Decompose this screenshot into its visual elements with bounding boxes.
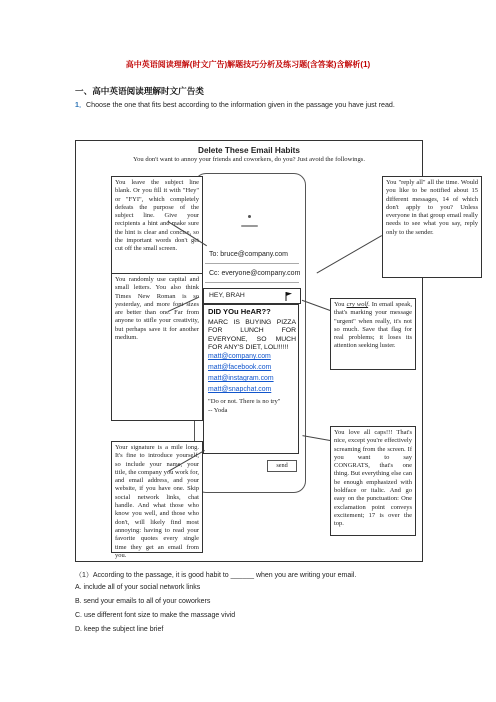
signature-quote-author: -- Yoda bbox=[208, 407, 228, 414]
signature-quote: "Do or not. There is no try" bbox=[208, 398, 281, 405]
cc-divider bbox=[205, 282, 299, 283]
figure-title: Delete These Email Habits bbox=[198, 146, 300, 155]
subject-field[interactable] bbox=[203, 288, 301, 304]
email-body[interactable] bbox=[203, 304, 299, 454]
question-text: Choose the one that fits best according to the information given in the passage you have just read. bbox=[86, 101, 395, 109]
flag-icon[interactable] bbox=[284, 291, 294, 301]
note-cry-wolf-emphasis: cry wolf bbox=[346, 301, 369, 308]
section-heading: 一、高中英语阅读理解时文广告类 bbox=[75, 86, 204, 96]
q1-option-c[interactable]: C. use different font size to make the massage vivid bbox=[75, 612, 236, 619]
q1-prompt: （1）According to the passage, it is good habit to ______ when you are writing your email. bbox=[75, 572, 357, 579]
document-title: 高中英语阅读理解(时文广告)解题技巧分析及练习题(含答案)含解析(1) bbox=[125, 60, 371, 69]
subject-text: HEY, BRAH bbox=[209, 292, 245, 299]
question-number: 1． bbox=[75, 101, 87, 109]
signature-link-instagram[interactable]: matt@instagram.com bbox=[208, 375, 274, 382]
pointer-flag bbox=[302, 300, 331, 311]
figure-subtitle: You don't want to annoy your friends and coworkers, do you? Just avoid the followings. bbox=[132, 156, 365, 163]
signature-link-company[interactable]: matt@company.com bbox=[208, 353, 271, 360]
send-button[interactable]: send bbox=[267, 460, 297, 472]
to-divider bbox=[205, 263, 299, 264]
phone-mockup bbox=[194, 173, 306, 493]
q1-option-b[interactable]: B. send your emails to all of your coworkers bbox=[75, 598, 211, 605]
body-heading: DID YOu HeAR?? bbox=[208, 307, 271, 316]
signature-link-facebook[interactable]: matt@facebook.com bbox=[208, 364, 272, 371]
note-reply-all: You "reply all" all the time. Would you like to be notified about 15 different messages, 14 of which don't apply to you? Unless everyone in that group email really needs to see what you say, reply only to the sender. bbox=[382, 176, 482, 278]
phone-camera bbox=[248, 215, 251, 218]
q1-option-a[interactable]: A. include all of your social network links bbox=[75, 584, 201, 591]
note-cry-wolf-prefix: You bbox=[334, 301, 347, 308]
body-message: MARC IS BUYING PIZZA FOR LUNCH FOR EVERYONE, SO MUCH FOR ANY'S DIET, LOL!!!!!! bbox=[208, 319, 296, 352]
note-cry-wolf bbox=[330, 298, 416, 370]
cc-field[interactable]: Cc: everyone@company.com bbox=[209, 270, 301, 277]
to-field[interactable]: To: bruce@company.com bbox=[209, 251, 288, 258]
q1-option-d[interactable]: D. keep the subject line brief bbox=[75, 626, 164, 633]
signature-link-snapchat[interactable]: matt@snapchat.com bbox=[208, 386, 272, 393]
email-habits-figure bbox=[75, 140, 478, 562]
note-all-caps: You love all caps!!! That's nice, except you're effectively screaming from the screen. If you want to say CONGRATS, that's one thing. But everything else can be enough emphasized with boldface or italic. And go easy on the punctuation: One exclamation point conveys excitement; 17 is over the top. bbox=[330, 426, 416, 536]
note-cry-wolf-rest: . In email speak, that's marking your message "urgent" when really, it's not so much. Save that flag for real problems; it loses its attention seeking luster. bbox=[334, 301, 413, 350]
note-fonts-capitals: You randomly use capital and small letters. You also think Times New Roman is so yesterday, and more font sizes are better than one. Far from anyone to stifle your creativity, but perhaps save it for another medium. bbox=[111, 273, 203, 421]
phone-speaker bbox=[241, 225, 258, 227]
pointer-all-caps bbox=[302, 435, 330, 441]
pointer-reply-all bbox=[317, 235, 382, 273]
note-subject-line: You leave the subject line blank. Or you fill it with "Hey" or "FYI", which completely defeats the purpose of the subject line. Give your recipients a hint and make sure the hint is clear and concise, so the important words don't get cut off the small screen. bbox=[111, 176, 203, 284]
question-instruction bbox=[75, 100, 435, 111]
note-signature: Your signature is a mile long. It's fine to introduce yourself, so include your name, your title, the company you work for, and email address, and your website, if you have one. Skip social network links, chat handle. And what those who know you well, and those who don't, will likely find most annoying: having to read your favorite quotes every single time they get an email from you. bbox=[111, 441, 203, 553]
